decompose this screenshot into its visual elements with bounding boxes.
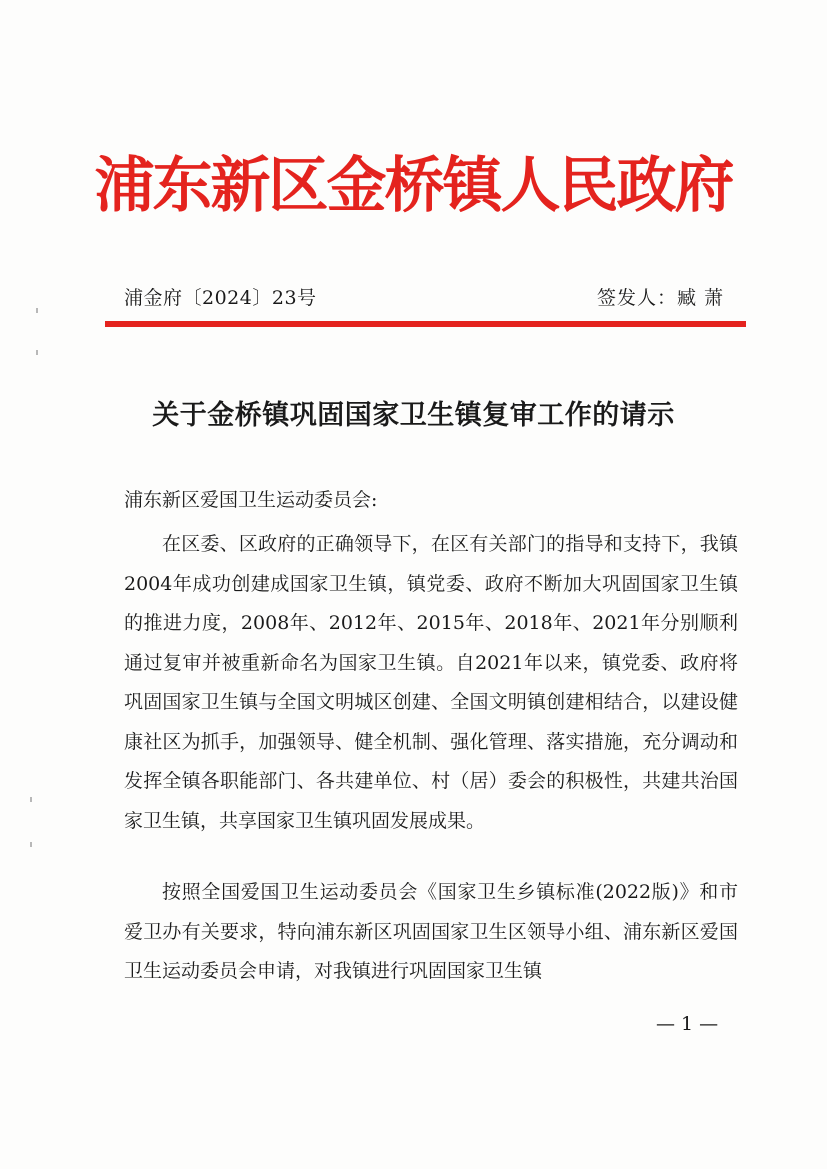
issuing-authority-masthead: 浦东新区金桥镇人民政府 [94,151,733,221]
scan-speck [36,350,38,355]
scan-speck [30,797,32,802]
document-number: 浦金府〔2024〕23号 [124,287,317,309]
body-paragraph-1: 在区委、区政府的正确领导下，在区有关部门的指导和支持下，我镇2004年成功创建成国家卫生镇，镇党委、政府不断加大巩固国家卫生镇的推进力度，2008年、2012年、2015年、2018年、2021年分别顺利通过复审并被重新命名为国家卫生镇。自2021年以来，镇党委、政府将巩固国家卫生镇与全国文明城区创建、全国文明镇创建相结合，以建设健康社区为抓手，加强领导、健全机制、强化管理、落实措施，充分调动和发挥全镇各职能部门、各共建单位、村（居）委会的积极性，共建共治国家卫生镇，共享国家卫生镇巩固发展成果。 [124,533,738,832]
addressee: 浦东新区爱国卫生运动委员会: [124,489,378,511]
red-separator-line [105,321,746,327]
body-paragraph-2: 按照全国爱国卫生运动委员会《国家卫生乡镇标准(2022版)》和市爱卫办有关要求，特向浦东新区巩固国家卫生区领导小组、浦东新区爱国卫生运动委员会申请，对我镇进行巩固国家卫生镇 [124,881,738,982]
document-title: 关于金桥镇巩固国家卫生镇复审工作的请示 [152,400,675,431]
scan-speck [30,842,32,847]
scan-speck [36,308,38,313]
page-number: — 1 — [656,1013,719,1035]
signer: 签发人：臧 萧 [596,287,724,309]
